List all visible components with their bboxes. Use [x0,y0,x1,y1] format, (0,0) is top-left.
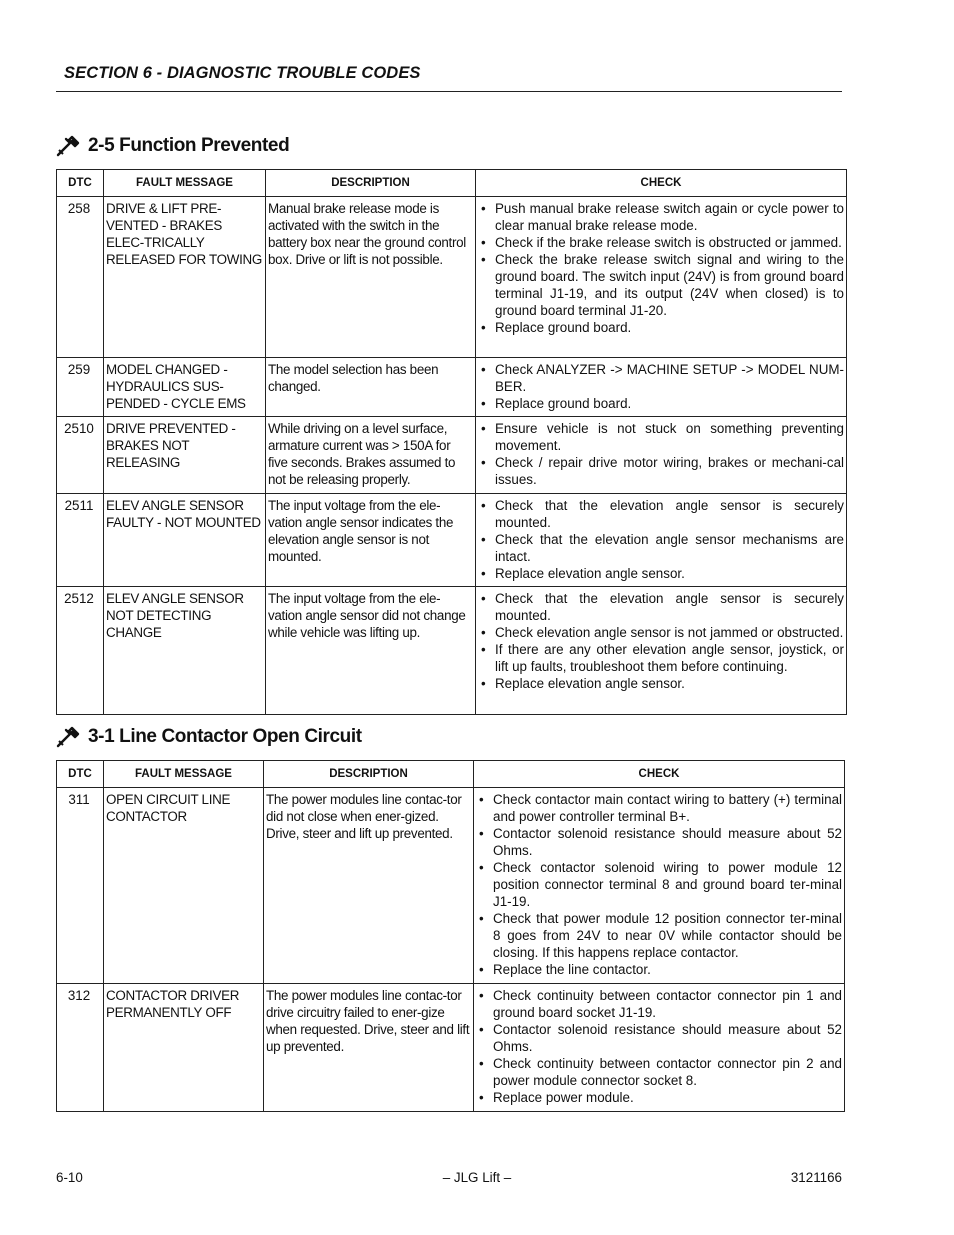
check-item: • Replace ground board. [478,395,844,412]
table-header-row [57,170,847,197]
section-divider [56,91,842,92]
check-item: • Replace elevation angle sensor. [478,565,844,582]
check-list [474,788,845,984]
check-item: • Push manual brake release switch again or cycle power to clear manual brake release mode. [478,200,844,234]
table-row [57,358,847,417]
description: The input voltage from the ele-vation angle sensor indicates the elevation angle sensor is not mounted. [266,494,476,587]
dtc-code: 259 [57,358,104,417]
description: Manual brake release mode is activated with the switch in the battery box near the ground control box. Drive or lift is not possible. [266,197,476,358]
check-item: • Check elevation angle sensor is not jammed or obstructed. [478,624,844,641]
check-list [476,197,847,358]
dtc-code: 2512 [57,587,104,715]
check-item: • Check the brake release switch signal and wiring to the ground board. The switch input (24V) is from ground board terminal J1-19, and its output (24V when closed) is to ground board terminal J1-20. [478,251,844,319]
dtc-code: 2511 [57,494,104,587]
check-item: • Replace ground board. [478,319,844,336]
fault-message: OPEN CIRCUIT LINE CONTACTOR [104,788,264,984]
dtc-code: 258 [57,197,104,358]
description: The power modules line contac-tor drive circuitry failed to ener-gize when requested. Drive, steer and lift up prevented. [264,984,474,1112]
check-list [476,587,847,715]
table-row [57,984,845,1112]
description: While driving on a level surface, armature current was > 150A for five seconds. Brakes assumed to not be releasing properly. [266,417,476,494]
check-item: • Check that the elevation angle sensor mechanisms are intact. [478,531,844,565]
check-item: • Check if the brake release switch is obstructed or jammed. [478,234,844,251]
table-row [57,417,847,494]
table-row [57,197,847,358]
description: The model selection has been changed. [266,358,476,417]
wrench-icon [56,135,82,157]
check-item: • If there are any other elevation angle sensor, joystick, or lift up faults, troubleshoot them before continuing. [478,641,844,675]
check-item: • Check contactor solenoid wiring to power module 12 position connector terminal 8 and ground board ter-minal J1-19. [476,859,842,910]
description: The input voltage from the ele-vation angle sensor did not change while vehicle was lifting up. [266,587,476,715]
table-row [57,587,847,715]
description: The power modules line contac-tor did not close when ener-gized. Drive, steer and lift up prevented. [264,788,474,984]
check-item: • Ensure vehicle is not stuck on something preventing movement. [478,420,844,454]
heading-text: 2-5 Function Prevented [88,135,290,156]
check-item: • Replace elevation angle sensor. [478,675,844,692]
check-item: • Replace power module. [476,1089,842,1106]
heading-text: 3-1 Line Contactor Open Circuit [88,726,362,747]
column-header-dtc: DTC [57,761,104,788]
table-row [57,494,847,587]
check-item: • Contactor solenoid resistance should measure about 52 Ohms. [476,825,842,859]
table-header-row [57,761,845,788]
check-item: • Check / repair drive motor wiring, brakes or mechani-cal issues. [478,454,844,488]
table-heading [56,726,362,748]
check-list [476,417,847,494]
dtc-table [56,760,845,1112]
check-item: • Contactor solenoid resistance should measure about 52 Ohms. [476,1021,842,1055]
fault-message: DRIVE PREVENTED - BRAKES NOT RELEASING [104,417,266,494]
column-header-fault: FAULT MESSAGE [104,761,264,788]
table-row [57,788,845,984]
table-heading [56,135,289,157]
fault-message: DRIVE & LIFT PRE-VENTED - BRAKES ELEC-TRICALLY RELEASED FOR TOWING [104,197,266,358]
check-item: • Check continuity between contactor connector pin 1 and ground board socket J1-19. [476,987,842,1021]
document-number: 3121166 [790,1170,842,1185]
check-list [474,984,845,1112]
section-header: SECTION 6 - DIAGNOSTIC TROUBLE CODES [64,64,421,82]
fault-message: MODEL CHANGED - HYDRAULICS SUS-PENDED - CYCLE EMS [104,358,266,417]
column-header-check: CHECK [474,761,845,788]
check-item: • Check that power module 12 position connector ter-minal 8 goes from 24V to near 0V while contactor should be closing. If this happens replace contactor. [476,910,842,961]
check-item: • Check ANALYZER -> MACHINE SETUP -> MODEL NUM-BER. [478,361,844,395]
check-list [476,358,847,417]
fault-message: ELEV ANGLE SENSOR FAULTY - NOT MOUNTED [104,494,266,587]
column-header-check: CHECK [476,170,847,197]
check-item: • Check continuity between contactor connector pin 2 and power module connector socket 8. [476,1055,842,1089]
dtc-code: 2510 [57,417,104,494]
dtc-table [56,169,847,715]
page-number: 6-10 [56,1170,83,1185]
column-header-description: DESCRIPTION [264,761,474,788]
dtc-code: 311 [57,788,104,984]
fault-message: ELEV ANGLE SENSOR NOT DETECTING CHANGE [104,587,266,715]
column-header-description: DESCRIPTION [266,170,476,197]
check-item: • Check that the elevation angle sensor is securely mounted. [478,590,844,624]
dtc-code: 312 [57,984,104,1112]
column-header-dtc: DTC [57,170,104,197]
check-item: • Replace the line contactor. [476,961,842,978]
check-item: • Check contactor main contact wiring to battery (+) terminal and power controller terminal B+. [476,791,842,825]
check-list [476,494,847,587]
wrench-icon [56,726,82,748]
fault-message: CONTACTOR DRIVER PERMANENTLY OFF [104,984,264,1112]
footer-center: – JLG Lift – [442,1170,512,1185]
check-item: • Check that the elevation angle sensor is securely mounted. [478,497,844,531]
column-header-fault: FAULT MESSAGE [104,170,266,197]
